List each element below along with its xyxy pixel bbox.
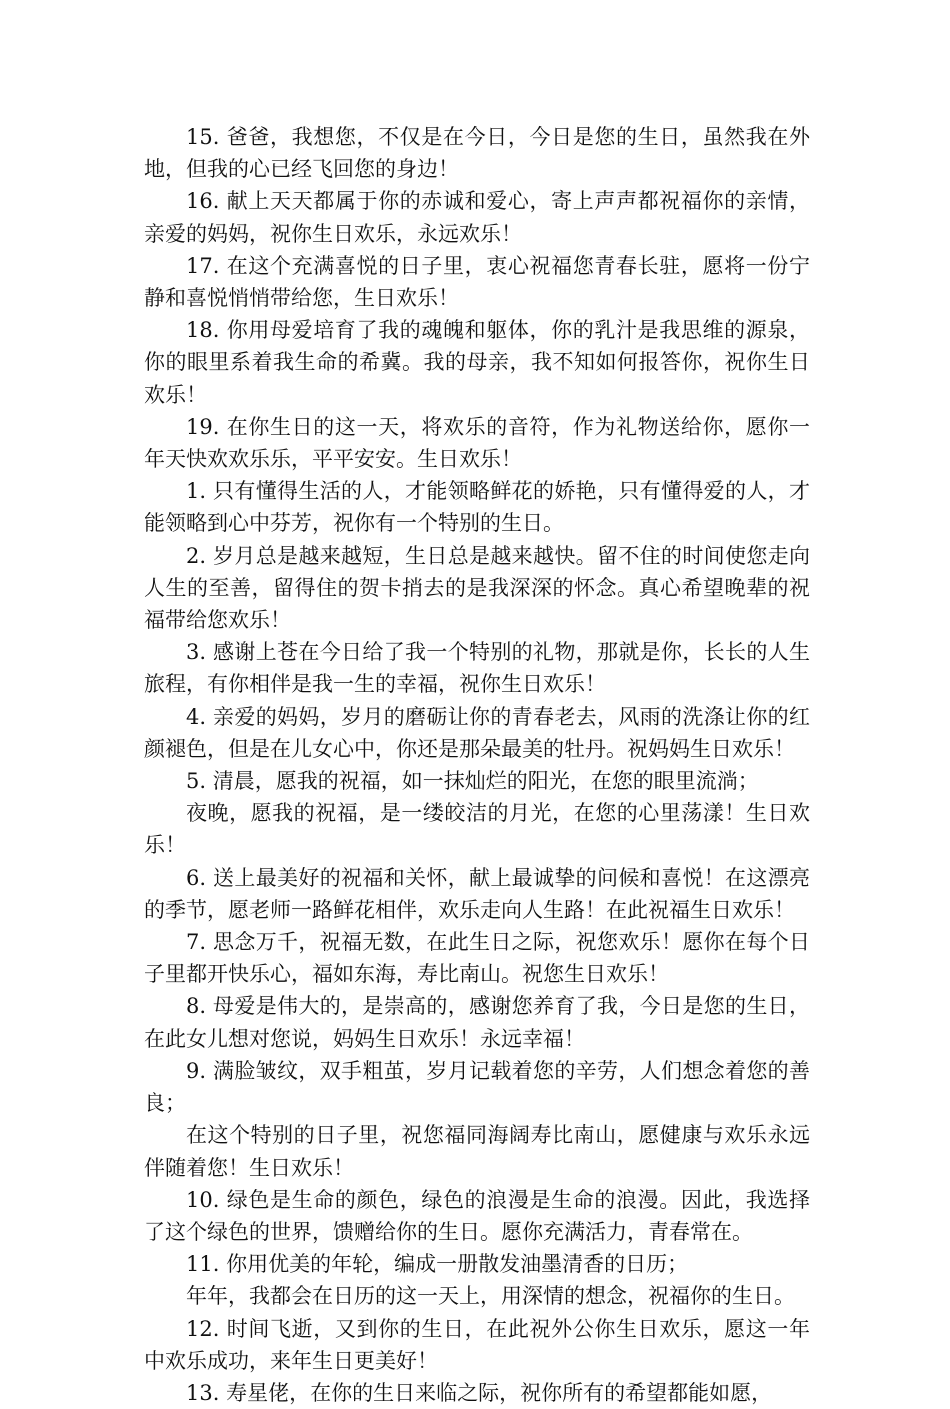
paragraph-18: 18. 你用母爱培育了我的魂魄和躯体，你的乳汁是我思维的源泉，你的眼里系着我生命的希冀。我的母亲，我不知如何报答你，祝你生日欢乐！ <box>144 318 810 407</box>
document-body <box>144 121 810 1409</box>
paragraph-19: 19. 在你生日的这一天，将欢乐的音符，作为礼物送给你，愿你一年天快欢欢乐乐，平平安安。生日欢乐！ <box>144 414 810 472</box>
paragraph-11: 11. 你用优美的年轮，编成一册散发油墨清香的日历； <box>186 1252 689 1277</box>
paragraph-17: 17. 在这个充满喜悦的日子里，衷心祝福您青春长驻，愿将一份宁静和喜悦悄悄带给您，生日欢乐！ <box>144 253 810 311</box>
paragraph-15: 15. 爸爸，我想您，不仅是在今日，今日是您的生日，虽然我在外地，但我的心已经飞回您的身边！ <box>144 125 810 182</box>
paragraph-10: 10. 绿色是生命的颜色，绿色的浪漫是生命的浪漫。因此，我选择了这个绿色的世界，馈赠给你的生日。愿你充满活力，青春常在。 <box>144 1187 810 1244</box>
paragraph-9-continued: 在这个特别的日子里，祝您福同海阔寿比南山，愿健康与欢乐永远伴随着您！生日欢乐！ <box>144 1123 810 1180</box>
paragraph-6: 6. 送上最美好的祝福和关怀，献上最诚挚的问候和喜悦！在这漂亮的季节，愿老师一路鲜花相伴，欢乐走向人生路！在此祝福生日欢乐！ <box>144 865 810 922</box>
paragraph-9: 9. 满脸皱纹，双手粗茧，岁月记载着您的辛劳，人们想念着您的善良； <box>144 1058 810 1116</box>
paragraph-7: 7. 思念万千，祝福无数，在此生日之际，祝您欢乐！愿你在每个日子里都开快乐心，福如东海，寿比南山。祝您生日欢乐！ <box>144 930 810 987</box>
paragraph-16: 16. 献上天天都属于你的赤诚和爱心，寄上声声都祝福你的亲情，亲爱的妈妈，祝你生日欢乐，永远欢乐！ <box>144 189 810 246</box>
paragraph-5: 5. 清晨，愿我的祝福，如一抹灿烂的阳光，在您的眼里流淌； <box>186 769 759 794</box>
paragraph-1: 1. 只有懂得生活的人，才能领略鲜花的娇艳，只有懂得爱的人，才能领略到心中芬芳，祝你有一个特别的生日。 <box>144 479 810 536</box>
paragraph-5-continued: 夜晚，愿我的祝福，是一缕皎洁的月光，在您的心里荡漾！生日欢乐！ <box>144 801 810 858</box>
paragraph-2: 2. 岁月总是越来越短，生日总是越来越快。留不住的时间使您走向人生的至善，留得住的贺卡捎去的是我深深的怀念。真心希望晚辈的祝福带给您欢乐！ <box>144 543 810 633</box>
paragraph-13: 13. 寿星佬，在你的生日来临之际，祝你所有的希望都能如愿， <box>186 1380 773 1405</box>
paragraph-8: 8. 母爱是伟大的，是崇高的，感谢您养育了我，今日是您的生日，在此女儿想对您说，妈妈生日欢乐！永远幸福！ <box>144 994 810 1051</box>
paragraph-11-continued: 年年，我都会在日历的这一天上，用深情的想念，祝福你的生日。 <box>186 1284 795 1309</box>
paragraph-3: 3. 感谢上苍在今日给了我一个特别的礼物，那就是你，长长的人生旅程，有你相伴是我一生的幸福，祝你生日欢乐！ <box>144 640 810 697</box>
paragraph-4: 4. 亲爱的妈妈，岁月的磨砺让你的青春老去，风雨的洗涤让你的红颜褪色，但是在儿女心中，你还是那朵最美的牡丹。祝妈妈生日欢乐！ <box>144 704 810 761</box>
paragraph-12: 12. 时间飞逝，又到你的生日，在此祝外公你生日欢乐，愿这一年中欢乐成功，来年生日更美好！ <box>144 1316 810 1373</box>
